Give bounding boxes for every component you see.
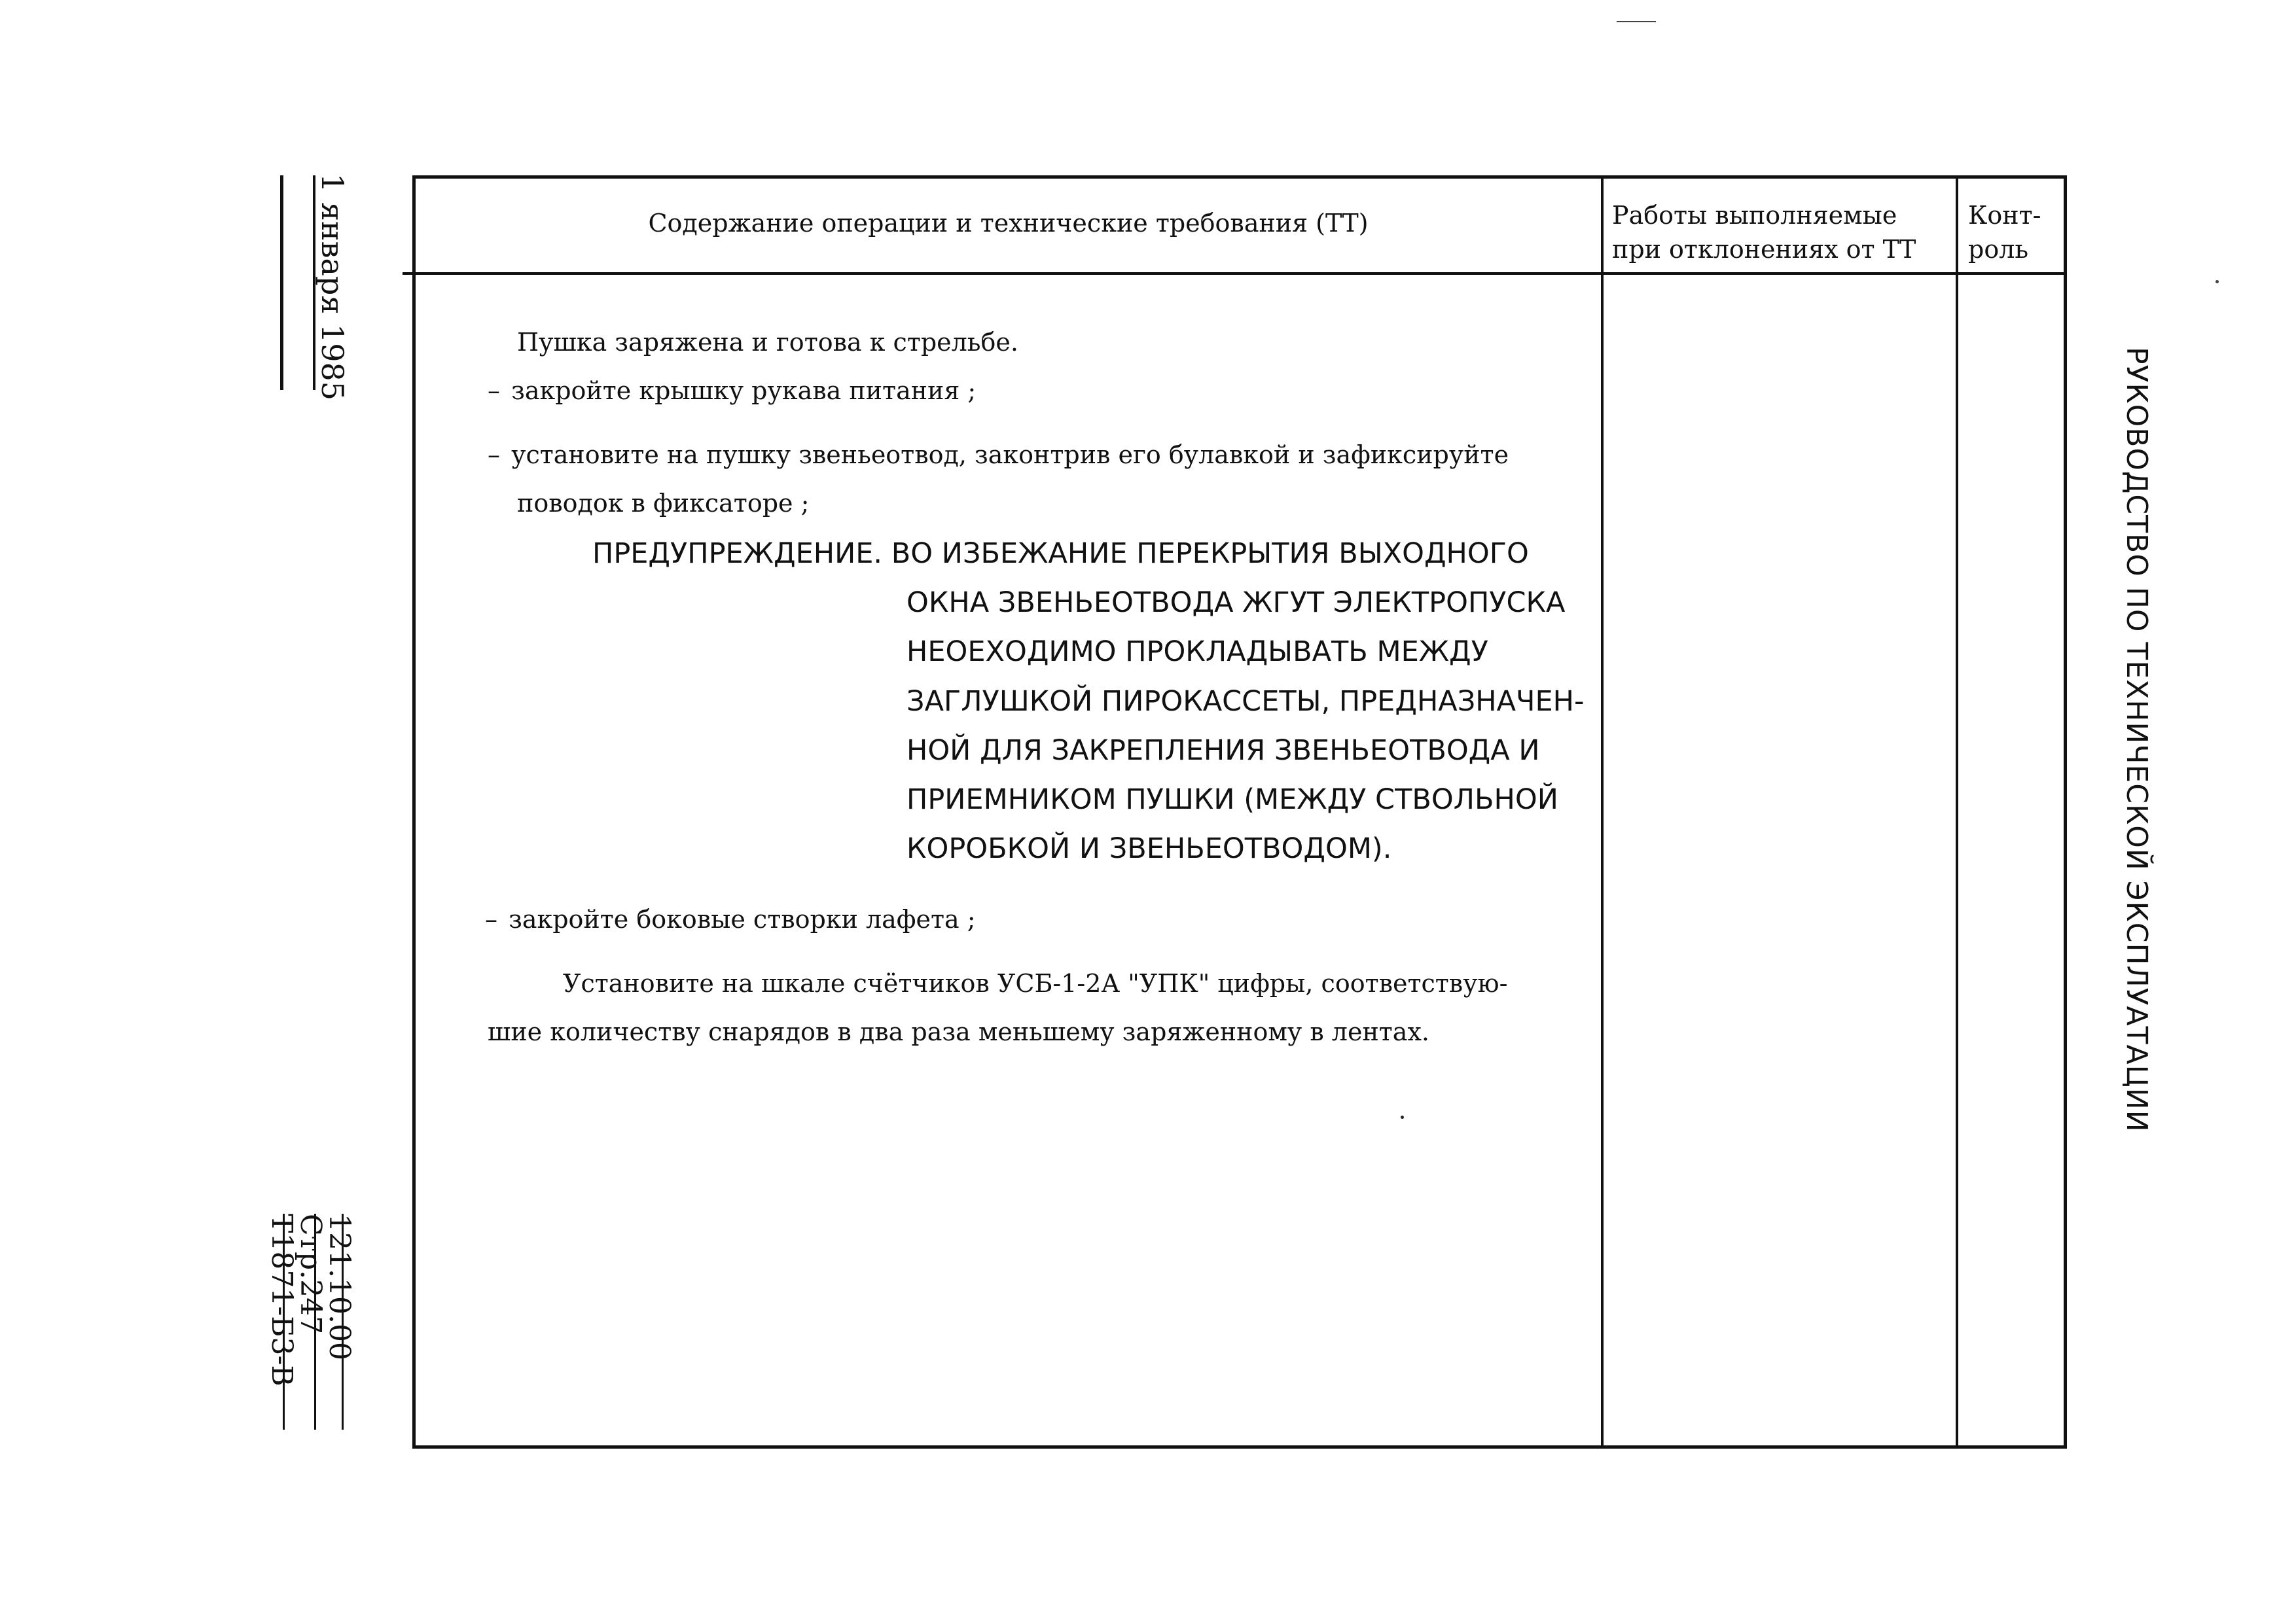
- bullet-text: закройте крышку рукава питания ;: [511, 376, 977, 405]
- warning-line: ОКНА ЗВЕНЬЕОТВОДА ЖГУТ ЭЛЕКТРОПУСКА: [906, 586, 1566, 619]
- column-divider: [1601, 179, 1604, 1445]
- header-deviation: [1612, 198, 1952, 266]
- bullet-text: закройте боковые створки лафета ;: [509, 905, 976, 934]
- header-deviation-line2: при отклонениях от ТТ: [1612, 235, 1916, 264]
- bullet-dash: –: [488, 440, 500, 469]
- warning-line: ПРЕДУПРЕЖДЕНИЕ. ВО ИЗБЕЖАНИЕ ПЕРЕКРЫТИЯ ВЫХОДНОГО: [592, 537, 1529, 570]
- body-line: Установите на шкале счётчиков УСБ-1-2А "УПК" цифры, соответствую-: [563, 969, 1508, 998]
- date-stamp: 1 января 1985: [315, 173, 350, 401]
- column-divider: [1956, 179, 1958, 1445]
- ink-dot: [2215, 280, 2219, 283]
- manual-code: Т1871-Б3-В: [265, 1214, 298, 1386]
- bullet-line: [485, 905, 976, 934]
- top-mark: [1617, 21, 1656, 22]
- body-line: поводок в фиксаторе ;: [517, 489, 810, 518]
- header-control-line1: Конт-: [1968, 201, 2041, 230]
- bullet-line: [488, 440, 1509, 469]
- warning-line: КОРОБКОЙ И ЗВЕНЬЕОТВОДОМ).: [906, 832, 1392, 865]
- header-divider: [403, 272, 2064, 275]
- warning-line: НЕОЕХОДИМО ПРОКЛАДЫВАТЬ МЕЖДУ: [906, 635, 1488, 668]
- header-control-line2: роль: [1968, 235, 2029, 264]
- doc-code: 121.10.00: [323, 1214, 356, 1360]
- bullet-line: [488, 376, 976, 405]
- bullet-dash: –: [485, 905, 497, 934]
- date-rule-outer: [280, 175, 283, 390]
- body-line: Пушка заряжена и готова к стрельбе.: [517, 328, 1018, 357]
- operation-table: [412, 175, 2067, 1449]
- warning-line: НОЙ ДЛЯ ЗАКРЕПЛЕНИЯ ЗВЕНЬЕОТВОДА И: [906, 734, 1540, 767]
- page-number: Стр.247: [294, 1214, 327, 1335]
- header-content: Содержание операции и технические требования (ТТ): [648, 209, 1369, 238]
- document-code-block: [243, 1214, 355, 1449]
- body-line: шие количеству снарядов в два раза меньшему заряженному в лентах.: [488, 1017, 1429, 1046]
- warning-line: ПРИЕМНИКОМ ПУШКИ (МЕЖДУ СТВОЛЬНОЙ: [906, 783, 1558, 816]
- header-control: [1968, 198, 2060, 266]
- warning-line: ЗАГЛУШКОЙ ПИРОКАССЕТЫ, ПРЕДНАЗНАЧЕН-: [906, 685, 1585, 718]
- bullet-text: установите на пушку звеньеотвод, законтрив его булавкой и зафиксируйте: [511, 440, 1509, 469]
- header-deviation-line1: Работы выполняемые: [1612, 201, 1897, 230]
- side-title: РУКОВОДСТВО ПО ТЕХНИЧЕСКОЙ ЭКСПЛУАТАЦИИ: [2120, 347, 2153, 1133]
- bullet-dash: –: [488, 376, 500, 405]
